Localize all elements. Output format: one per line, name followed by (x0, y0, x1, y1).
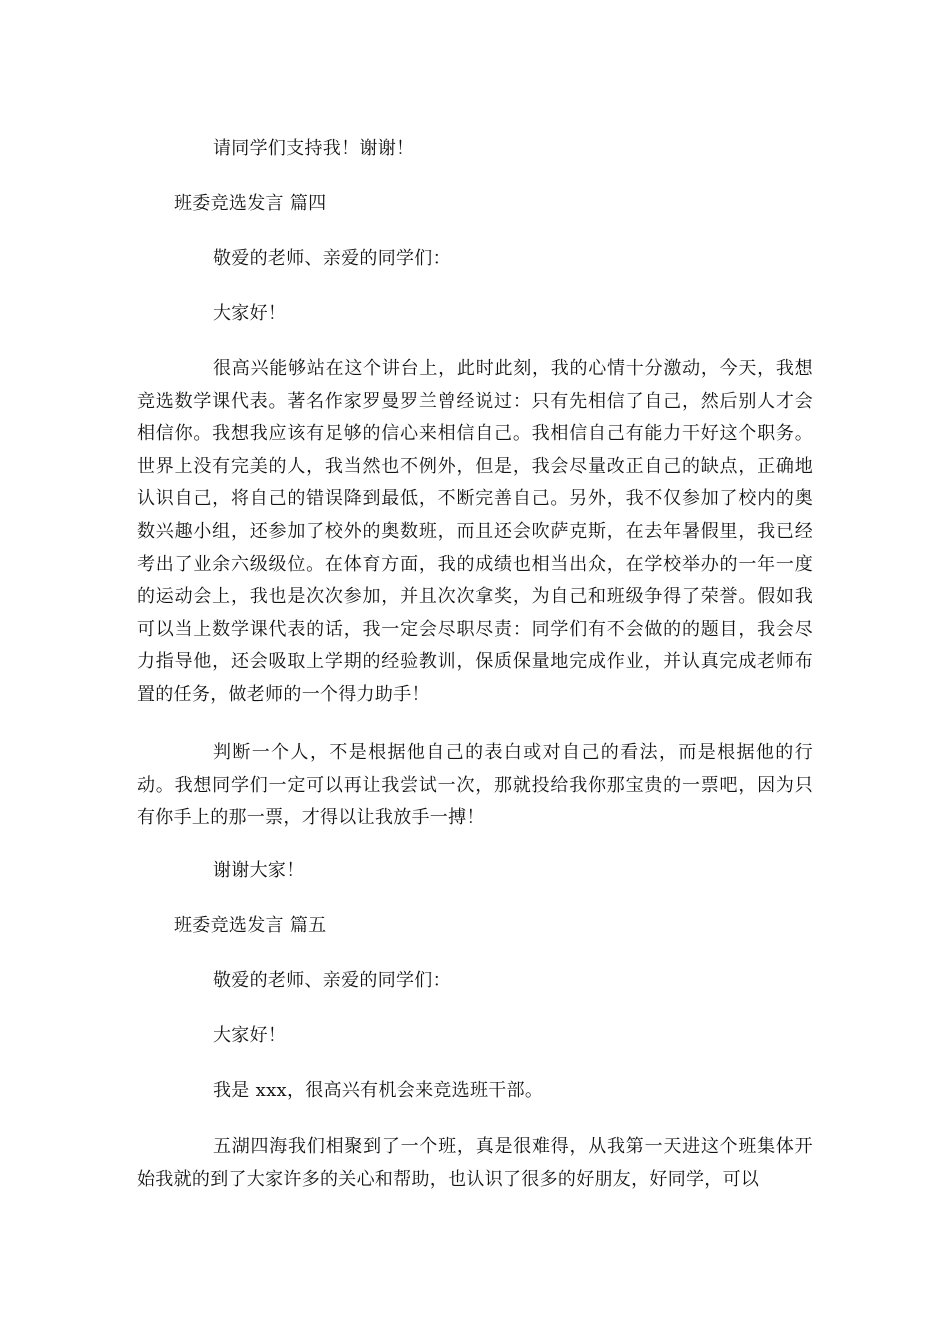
body-paragraph-4b: 判断一个人，不是根据他自己的表白或对自己的看法，而是根据他的行动。我想同学们一定可以再让我尝试一次，那就投给我你那宝贵的一票吧，因为只有你手上的那一票，才得以让我放手一搏！ (137, 742, 813, 829)
hello-line-5: 大家好！ (213, 1025, 287, 1046)
hello-line-4: 大家好！ (213, 303, 287, 324)
body-paragraph-4a: 很高兴能够站在这个讲台上，此时此刻，我的心情十分激动，今天，我想竞选数学课代表。著名作家罗曼罗兰曾经说过：只有先相信了自己，然后别人才会相信你。我想我应该有足够的信心来相信自己。我相信自己有能力干好这个职务。世界上没有完美的人，我当然也不例外，但是，我会尽量改正自己的缺点，正确地认识自己，将自己的错误降到最低，不断完善自己。另外，我不仅参加了校内的奥数兴趣小组，还参加了校外的奥数班，而且还会吹萨克斯，在去年暑假里，我已经考出了业余六级级位。在体育方面，我的成绩也相当出众，在学校举办的一年一度的运动会上，我也是次次参加，并且次次拿奖，为自己和班级争得了荣誉。假如我可以当上数学课代表的话，我一定会尽职尽责：同学们有不会做的的题目，我会尽力指导他，还会吸取上学期的经验教训，保质保量地完成作业，并认真完成老师布置的任务，做老师的一个得力助手！ (137, 358, 813, 705)
thanks-line-4: 谢谢大家！ (213, 860, 305, 881)
greeting-line-4: 敬爱的老师、亲爱的同学们： (213, 248, 451, 269)
closing-line: 请同学们支持我！谢谢！ (213, 138, 415, 159)
intro-line-5: 我是 xxx，很高兴有机会来竞选班干部。 (213, 1080, 544, 1101)
section-heading-5: 班委竞选发言 篇五 (174, 915, 327, 936)
section-heading-4: 班委竞选发言 篇四 (174, 193, 327, 214)
greeting-line-5: 敬爱的老师、亲爱的同学们： (213, 970, 451, 991)
body-paragraph-5a: 五湖四海我们相聚到了一个班，真是很难得，从我第一天进这个班集体开始我就的到了大家许多的关心和帮助，也认识了很多的好朋友，好同学，可以 (137, 1136, 813, 1190)
